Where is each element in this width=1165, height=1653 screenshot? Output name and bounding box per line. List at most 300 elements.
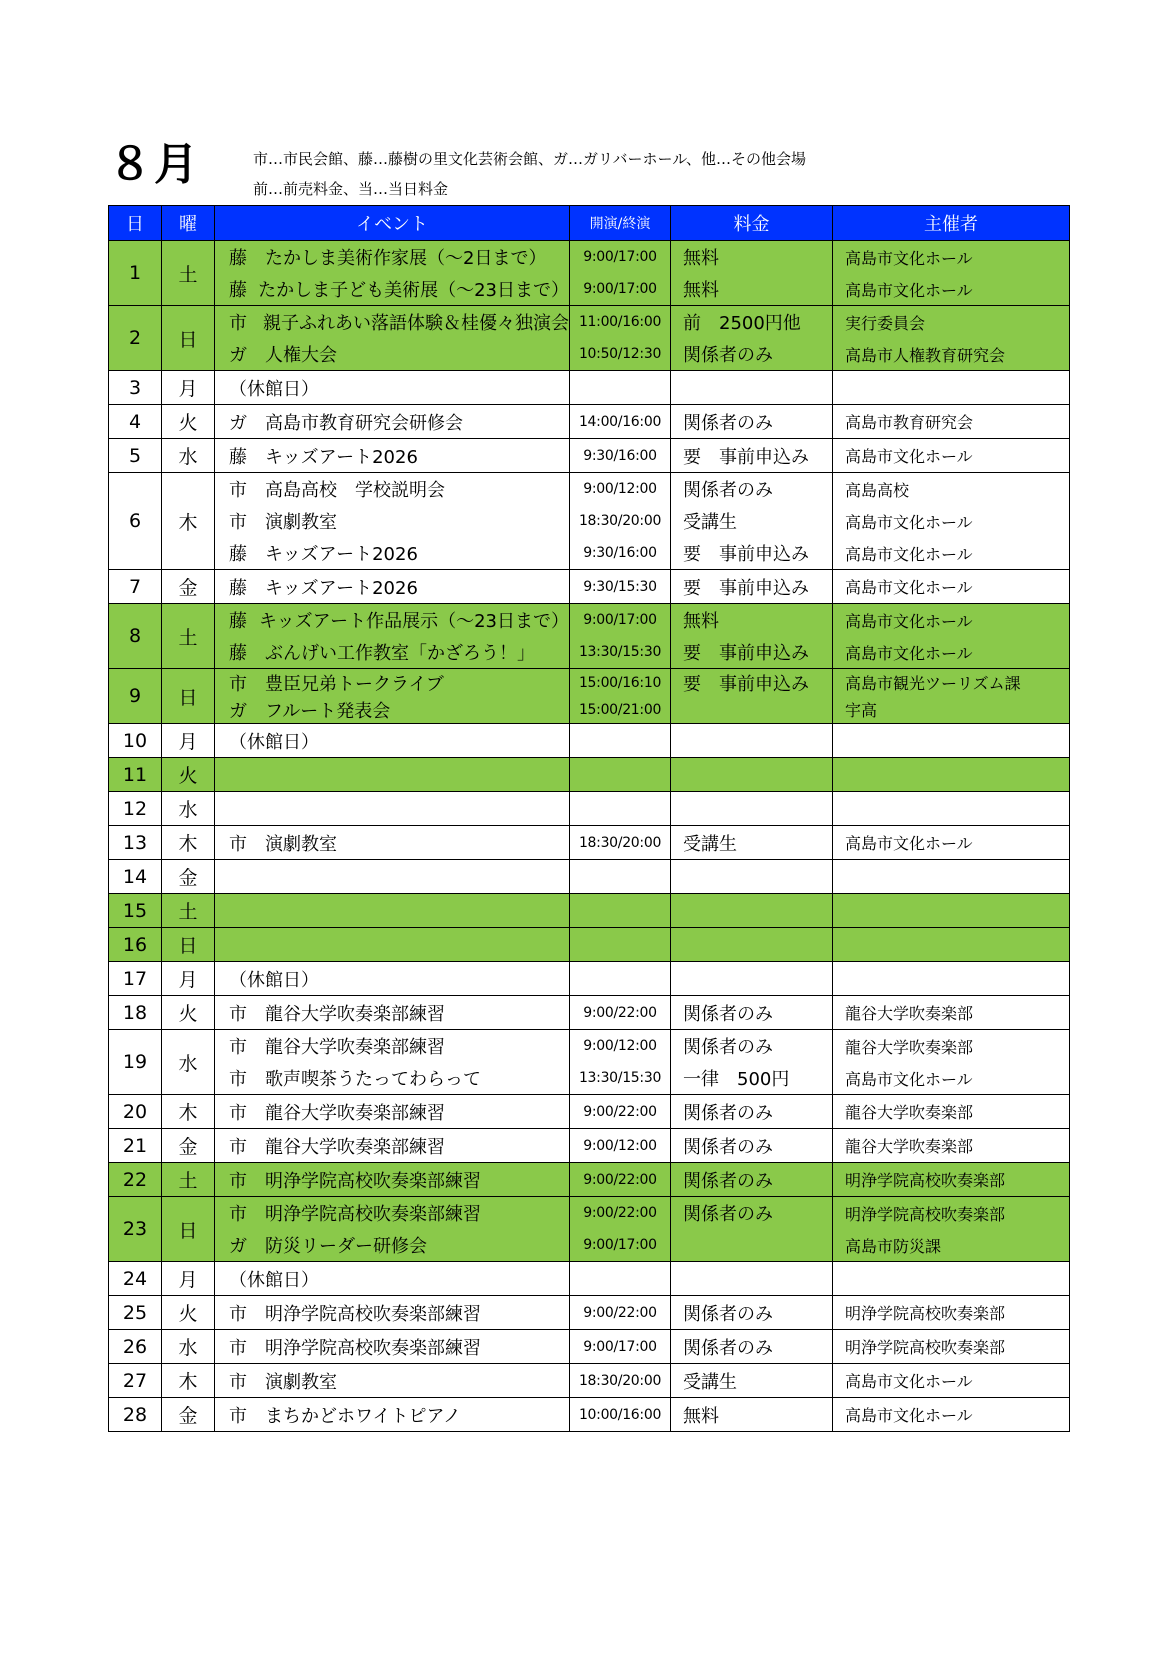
organizer-text: 高島高校	[845, 480, 910, 500]
cell-line	[833, 928, 1069, 961]
day-cell: 13	[109, 826, 162, 860]
fee-cell	[671, 405, 833, 439]
organizer-cell	[833, 405, 1070, 439]
table-row	[109, 1197, 1070, 1262]
weekday-cell: 日	[162, 1197, 215, 1262]
event-title: まちかどホワイトピアノ	[265, 1405, 462, 1427]
time-text: 18:30/20:00	[578, 834, 662, 851]
time-cell	[570, 405, 671, 439]
time-cell	[570, 1364, 671, 1398]
table-row	[109, 996, 1070, 1030]
cell-line	[833, 1262, 1069, 1295]
venue-code: 市	[229, 1337, 247, 1359]
legend-line-venues: 市…市民会館、藤…藤樹の里文化芸術会館、ガ…ガリバーホール、他…その他会場	[253, 150, 807, 168]
fee-text: 関係者のみ	[683, 1037, 773, 1058]
weekday-cell: 金	[162, 1129, 215, 1163]
month-title: ８月	[108, 139, 200, 190]
venue-code: 市	[229, 1405, 247, 1427]
page-header	[108, 140, 1068, 200]
event-title: 防災リーダー研修会	[265, 1236, 427, 1257]
weekday-cell: 火	[162, 996, 215, 1030]
event-cell	[215, 439, 570, 473]
cell-line	[570, 570, 670, 603]
cell-line	[570, 1262, 670, 1295]
fee-text: 無料	[683, 1405, 719, 1427]
weekday-cell: 土	[162, 241, 215, 306]
organizer-cell	[833, 758, 1070, 792]
event-title: 高島高校 学校説明会	[265, 480, 445, 501]
event-title: 龍谷大学吹奏楽部練習	[265, 1003, 445, 1025]
cell-line	[671, 792, 832, 825]
venue-code: 市	[229, 313, 247, 334]
day-cell: 12	[109, 792, 162, 826]
table-row	[109, 604, 1070, 669]
event-cell	[215, 1364, 570, 1398]
header-day: 日	[109, 206, 162, 241]
time-text: 9:30/16:00	[583, 545, 657, 561]
cell-line	[570, 636, 670, 668]
fee-text: 要 事前申込み	[683, 446, 809, 468]
cell-line	[215, 636, 569, 668]
cell-line	[833, 724, 1069, 757]
event-cell	[215, 570, 570, 604]
header-row	[109, 206, 1070, 241]
table-row	[109, 860, 1070, 894]
organizer-text: 高島市防災課	[845, 1236, 942, 1256]
cell-line	[215, 306, 569, 338]
event-title: 龍谷大学吹奏楽部練習	[265, 1136, 445, 1158]
event-title: 演劇教室	[265, 1371, 337, 1393]
cell-line	[671, 570, 832, 603]
fee-text: 受講生	[683, 512, 737, 533]
event-title: 歌声喫茶うたってわらって	[265, 1069, 481, 1090]
organizer-text: 宇高	[845, 701, 878, 720]
fee-text: 無料	[683, 248, 719, 269]
cell-line	[671, 1197, 832, 1229]
time-cell	[570, 1398, 671, 1432]
event-title: フルート発表会	[265, 700, 391, 722]
fee-text: 関係者のみ	[683, 1303, 773, 1325]
day-cell: 10	[109, 724, 162, 758]
header-weekday: 曜	[162, 206, 215, 241]
cell-line	[833, 405, 1069, 438]
organizer-text: 龍谷大学吹奏楽部	[845, 1037, 974, 1057]
day-cell: 16	[109, 928, 162, 962]
organizer-cell	[833, 724, 1070, 758]
organizer-cell	[833, 1262, 1070, 1296]
cell-line	[215, 826, 569, 859]
time-cell	[570, 1296, 671, 1330]
venue-code: 藤	[229, 611, 247, 632]
table-row	[109, 724, 1070, 758]
fee-text: 要 事前申込み	[683, 577, 809, 599]
cell-line	[570, 1163, 670, 1196]
event-title: （休館日）	[229, 1269, 319, 1291]
time-text: 15:00/21:00	[578, 701, 662, 718]
table-row	[109, 928, 1070, 962]
event-cell	[215, 371, 570, 405]
cell-line	[671, 1364, 832, 1397]
venue-code: 藤	[229, 280, 247, 301]
cell-line	[570, 758, 670, 791]
fee-cell	[671, 371, 833, 405]
cell-line	[570, 1296, 670, 1329]
day-cell: 19	[109, 1030, 162, 1095]
time-cell	[570, 241, 671, 306]
event-cell	[215, 306, 570, 371]
cell-line	[671, 860, 832, 893]
cell-line	[215, 962, 569, 995]
cell-line	[833, 604, 1069, 636]
venue-code: 市	[229, 1069, 247, 1090]
cell-line	[833, 473, 1069, 505]
event-cell	[215, 405, 570, 439]
organizer-text: 高島市文化ホール	[845, 248, 973, 268]
time-cell	[570, 758, 671, 792]
day-cell: 27	[109, 1364, 162, 1398]
table-row	[109, 1296, 1070, 1330]
cell-line	[833, 1398, 1069, 1431]
fee-text: 要 事前申込み	[683, 643, 809, 664]
fee-cell	[671, 1197, 833, 1262]
fee-text: 関係者のみ	[683, 1136, 773, 1158]
fee-cell	[671, 570, 833, 604]
event-title: 龍谷大学吹奏楽部練習	[265, 1037, 445, 1058]
cell-line	[215, 696, 569, 723]
event-cell	[215, 1129, 570, 1163]
cell-line	[833, 439, 1069, 472]
time-cell	[570, 570, 671, 604]
cell-line	[833, 1229, 1069, 1261]
organizer-cell	[833, 860, 1070, 894]
time-text: 9:00/12:00	[583, 1038, 657, 1054]
time-cell	[570, 962, 671, 996]
fee-cell	[671, 1129, 833, 1163]
cell-line	[570, 371, 670, 404]
cell-line	[671, 1030, 832, 1062]
cell-line	[833, 371, 1069, 404]
event-title: ぶんげい工作教室「かざろう！」	[265, 643, 535, 664]
weekday-cell: 土	[162, 1163, 215, 1197]
organizer-text: 高島市文化ホール	[845, 1406, 973, 1425]
organizer-text: 高島市文化ホール	[845, 1372, 973, 1391]
cell-line	[671, 241, 832, 273]
fee-text: 受講生	[683, 833, 737, 855]
fee-cell	[671, 792, 833, 826]
fee-cell	[671, 996, 833, 1030]
time-cell	[570, 1197, 671, 1262]
day-cell: 17	[109, 962, 162, 996]
time-text: 18:30/20:00	[578, 1372, 662, 1389]
cell-line	[570, 306, 670, 338]
event-title: たかしま美術作家展（～2日まで）	[265, 248, 547, 269]
cell-line	[570, 505, 670, 537]
fee-cell	[671, 1330, 833, 1364]
venue-code: 市	[229, 1204, 247, 1225]
cell-line	[671, 962, 832, 995]
organizer-text: 明浄学院高校吹奏楽部	[845, 1204, 1006, 1224]
cell-line	[215, 1030, 569, 1062]
cell-line	[215, 669, 569, 696]
weekday-cell: 水	[162, 1330, 215, 1364]
cell-line	[215, 1296, 569, 1329]
cell-line	[215, 1095, 569, 1128]
organizer-cell	[833, 439, 1070, 473]
event-cell	[215, 1030, 570, 1095]
cell-line	[215, 1163, 569, 1196]
weekday-cell: 火	[162, 1296, 215, 1330]
cell-line	[671, 1129, 832, 1162]
time-cell	[570, 669, 671, 724]
table-row	[109, 306, 1070, 371]
cell-line	[215, 338, 569, 370]
event-title: 演劇教室	[265, 833, 337, 855]
cell-line	[215, 473, 569, 505]
cell-line	[671, 273, 832, 305]
cell-line	[570, 604, 670, 636]
event-title: キッズアート2026	[265, 577, 418, 599]
table-row	[109, 894, 1070, 928]
organizer-cell	[833, 928, 1070, 962]
cell-line	[833, 758, 1069, 791]
cell-line	[215, 1062, 569, 1094]
weekday-cell: 木	[162, 1095, 215, 1129]
table-row	[109, 826, 1070, 860]
time-text: 14:00/16:00	[578, 413, 662, 430]
organizer-text: 実行委員会	[845, 313, 926, 333]
event-title: 明浄学院高校吹奏楽部練習	[265, 1337, 481, 1359]
venue-code: 市	[229, 833, 247, 855]
organizer-text: 龍谷大学吹奏楽部	[845, 1004, 974, 1023]
cell-line	[671, 758, 832, 791]
weekday-cell: 日	[162, 669, 215, 724]
organizer-text: 明浄学院高校吹奏楽部	[845, 1171, 1006, 1190]
day-cell: 28	[109, 1398, 162, 1432]
organizer-cell	[833, 996, 1070, 1030]
time-cell	[570, 306, 671, 371]
venue-code: 藤	[229, 446, 247, 468]
fee-text: 無料	[683, 280, 719, 301]
organizer-cell	[833, 894, 1070, 928]
cell-line	[570, 405, 670, 438]
time-cell	[570, 473, 671, 570]
cell-line	[671, 636, 832, 668]
organizer-text: 高島市文化ホール	[845, 611, 973, 631]
cell-line	[570, 1129, 670, 1162]
fee-cell	[671, 1364, 833, 1398]
event-title: 高島市教育研究会研修会	[265, 412, 463, 434]
cell-line	[833, 826, 1069, 859]
fee-text: 関係者のみ	[683, 1170, 773, 1192]
event-cell	[215, 928, 570, 962]
organizer-cell	[833, 962, 1070, 996]
cell-line	[215, 724, 569, 757]
cell-line	[833, 696, 1069, 723]
organizer-cell	[833, 241, 1070, 306]
weekday-cell: 火	[162, 758, 215, 792]
organizer-cell	[833, 1296, 1070, 1330]
time-text: 13:30/15:30	[578, 644, 662, 660]
fee-text: 関係者のみ	[683, 480, 773, 501]
organizer-cell	[833, 570, 1070, 604]
weekday-cell: 金	[162, 570, 215, 604]
cell-line	[671, 1095, 832, 1128]
day-cell: 21	[109, 1129, 162, 1163]
time-text: 9:00/17:00	[583, 612, 657, 628]
time-text: 9:30/15:30	[583, 578, 657, 595]
cell-line	[570, 338, 670, 370]
cell-line	[570, 1229, 670, 1261]
cell-line	[671, 928, 832, 961]
cell-line	[833, 273, 1069, 305]
organizer-cell	[833, 669, 1070, 724]
cell-line	[833, 669, 1069, 696]
table-row	[109, 962, 1070, 996]
organizer-cell	[833, 1095, 1070, 1129]
cell-line	[671, 894, 832, 927]
cell-line	[570, 928, 670, 961]
cell-line	[833, 1062, 1069, 1094]
day-cell: 5	[109, 439, 162, 473]
fee-cell	[671, 962, 833, 996]
organizer-text: 明浄学院高校吹奏楽部	[845, 1338, 1006, 1357]
fee-text: 一律 500円	[683, 1069, 790, 1090]
time-cell	[570, 439, 671, 473]
time-cell	[570, 604, 671, 669]
cell-line	[570, 996, 670, 1029]
fee-text: 関係者のみ	[683, 412, 773, 434]
event-title: （休館日）	[229, 378, 319, 400]
cell-line	[570, 241, 670, 273]
cell-line	[833, 636, 1069, 668]
event-cell	[215, 860, 570, 894]
cell-line	[570, 669, 670, 696]
day-cell: 25	[109, 1296, 162, 1330]
time-text: 9:00/22:00	[583, 1304, 657, 1321]
weekday-cell: 水	[162, 792, 215, 826]
weekday-cell: 金	[162, 860, 215, 894]
weekday-cell: 日	[162, 928, 215, 962]
time-text: 9:00/17:00	[583, 1237, 657, 1253]
event-cell	[215, 473, 570, 570]
cell-line	[570, 1398, 670, 1431]
organizer-text: 龍谷大学吹奏楽部	[845, 1103, 974, 1122]
cell-line	[671, 1062, 832, 1094]
time-cell	[570, 1163, 671, 1197]
organizer-text: 高島市教育研究会	[845, 413, 974, 432]
event-title: 明浄学院高校吹奏楽部練習	[265, 1303, 481, 1325]
event-cell	[215, 758, 570, 792]
table-row	[109, 1364, 1070, 1398]
venue-code: ガ	[229, 412, 247, 434]
event-title: キッズアート2026	[265, 544, 418, 565]
cell-line	[215, 570, 569, 603]
time-cell	[570, 996, 671, 1030]
weekday-cell: 火	[162, 405, 215, 439]
organizer-text: 高島市文化ホール	[845, 447, 973, 466]
day-cell: 6	[109, 473, 162, 570]
venue-code: 藤	[229, 577, 247, 599]
cell-line	[833, 860, 1069, 893]
table-row	[109, 758, 1070, 792]
event-cell	[215, 241, 570, 306]
organizer-text: 高島市文化ホール	[845, 834, 973, 853]
cell-line	[570, 1364, 670, 1397]
venue-code: 市	[229, 1037, 247, 1058]
venue-code: ガ	[229, 700, 247, 722]
venue-code: ガ	[229, 345, 247, 366]
cell-line	[833, 1030, 1069, 1062]
cell-line	[671, 473, 832, 505]
venue-code: 市	[229, 1371, 247, 1393]
time-text: 9:00/17:00	[583, 249, 657, 265]
organizer-cell	[833, 306, 1070, 371]
organizer-text: 高島市文化ホール	[845, 578, 973, 597]
table-row	[109, 241, 1070, 306]
event-cell	[215, 1330, 570, 1364]
cell-line	[671, 306, 832, 338]
cell-line	[215, 1398, 569, 1431]
fee-cell	[671, 1398, 833, 1432]
weekday-cell: 土	[162, 894, 215, 928]
fee-cell	[671, 306, 833, 371]
event-title: キッズアート2026	[265, 446, 418, 468]
cell-line	[215, 1197, 569, 1229]
day-cell: 24	[109, 1262, 162, 1296]
cell-line	[570, 1330, 670, 1363]
cell-line	[833, 962, 1069, 995]
fee-cell	[671, 860, 833, 894]
table-row	[109, 439, 1070, 473]
cell-line	[833, 1095, 1069, 1128]
venue-code: ガ	[229, 1236, 247, 1257]
cell-line	[671, 696, 832, 723]
cell-line	[833, 537, 1069, 569]
cell-line	[215, 928, 569, 961]
cell-line	[215, 894, 569, 927]
organizer-cell	[833, 826, 1070, 860]
fee-cell	[671, 604, 833, 669]
organizer-cell	[833, 371, 1070, 405]
day-cell: 23	[109, 1197, 162, 1262]
organizer-text: 高島市文化ホール	[845, 280, 973, 300]
cell-line	[215, 758, 569, 791]
cell-line	[671, 371, 832, 404]
event-title: たかしま子ども美術展（～23日まで）	[258, 280, 569, 301]
event-title: （休館日）	[229, 969, 319, 991]
time-cell	[570, 1030, 671, 1095]
day-cell: 1	[109, 241, 162, 306]
venue-code: 市	[229, 1102, 247, 1124]
weekday-cell: 木	[162, 826, 215, 860]
cell-line	[833, 241, 1069, 273]
time-cell	[570, 1095, 671, 1129]
weekday-cell: 木	[162, 1364, 215, 1398]
fee-text: 関係者のみ	[683, 1204, 773, 1225]
cell-line	[671, 505, 832, 537]
event-title: 龍谷大学吹奏楽部練習	[265, 1102, 445, 1124]
time-text: 9:00/22:00	[583, 1171, 657, 1188]
event-title: 明浄学院高校吹奏楽部練習	[265, 1204, 481, 1225]
cell-line	[215, 371, 569, 404]
event-cell	[215, 1296, 570, 1330]
cell-line	[215, 405, 569, 438]
cell-line	[215, 1330, 569, 1363]
fee-cell	[671, 473, 833, 570]
day-cell: 3	[109, 371, 162, 405]
time-text: 11:00/16:00	[578, 314, 662, 330]
cell-line	[833, 1364, 1069, 1397]
